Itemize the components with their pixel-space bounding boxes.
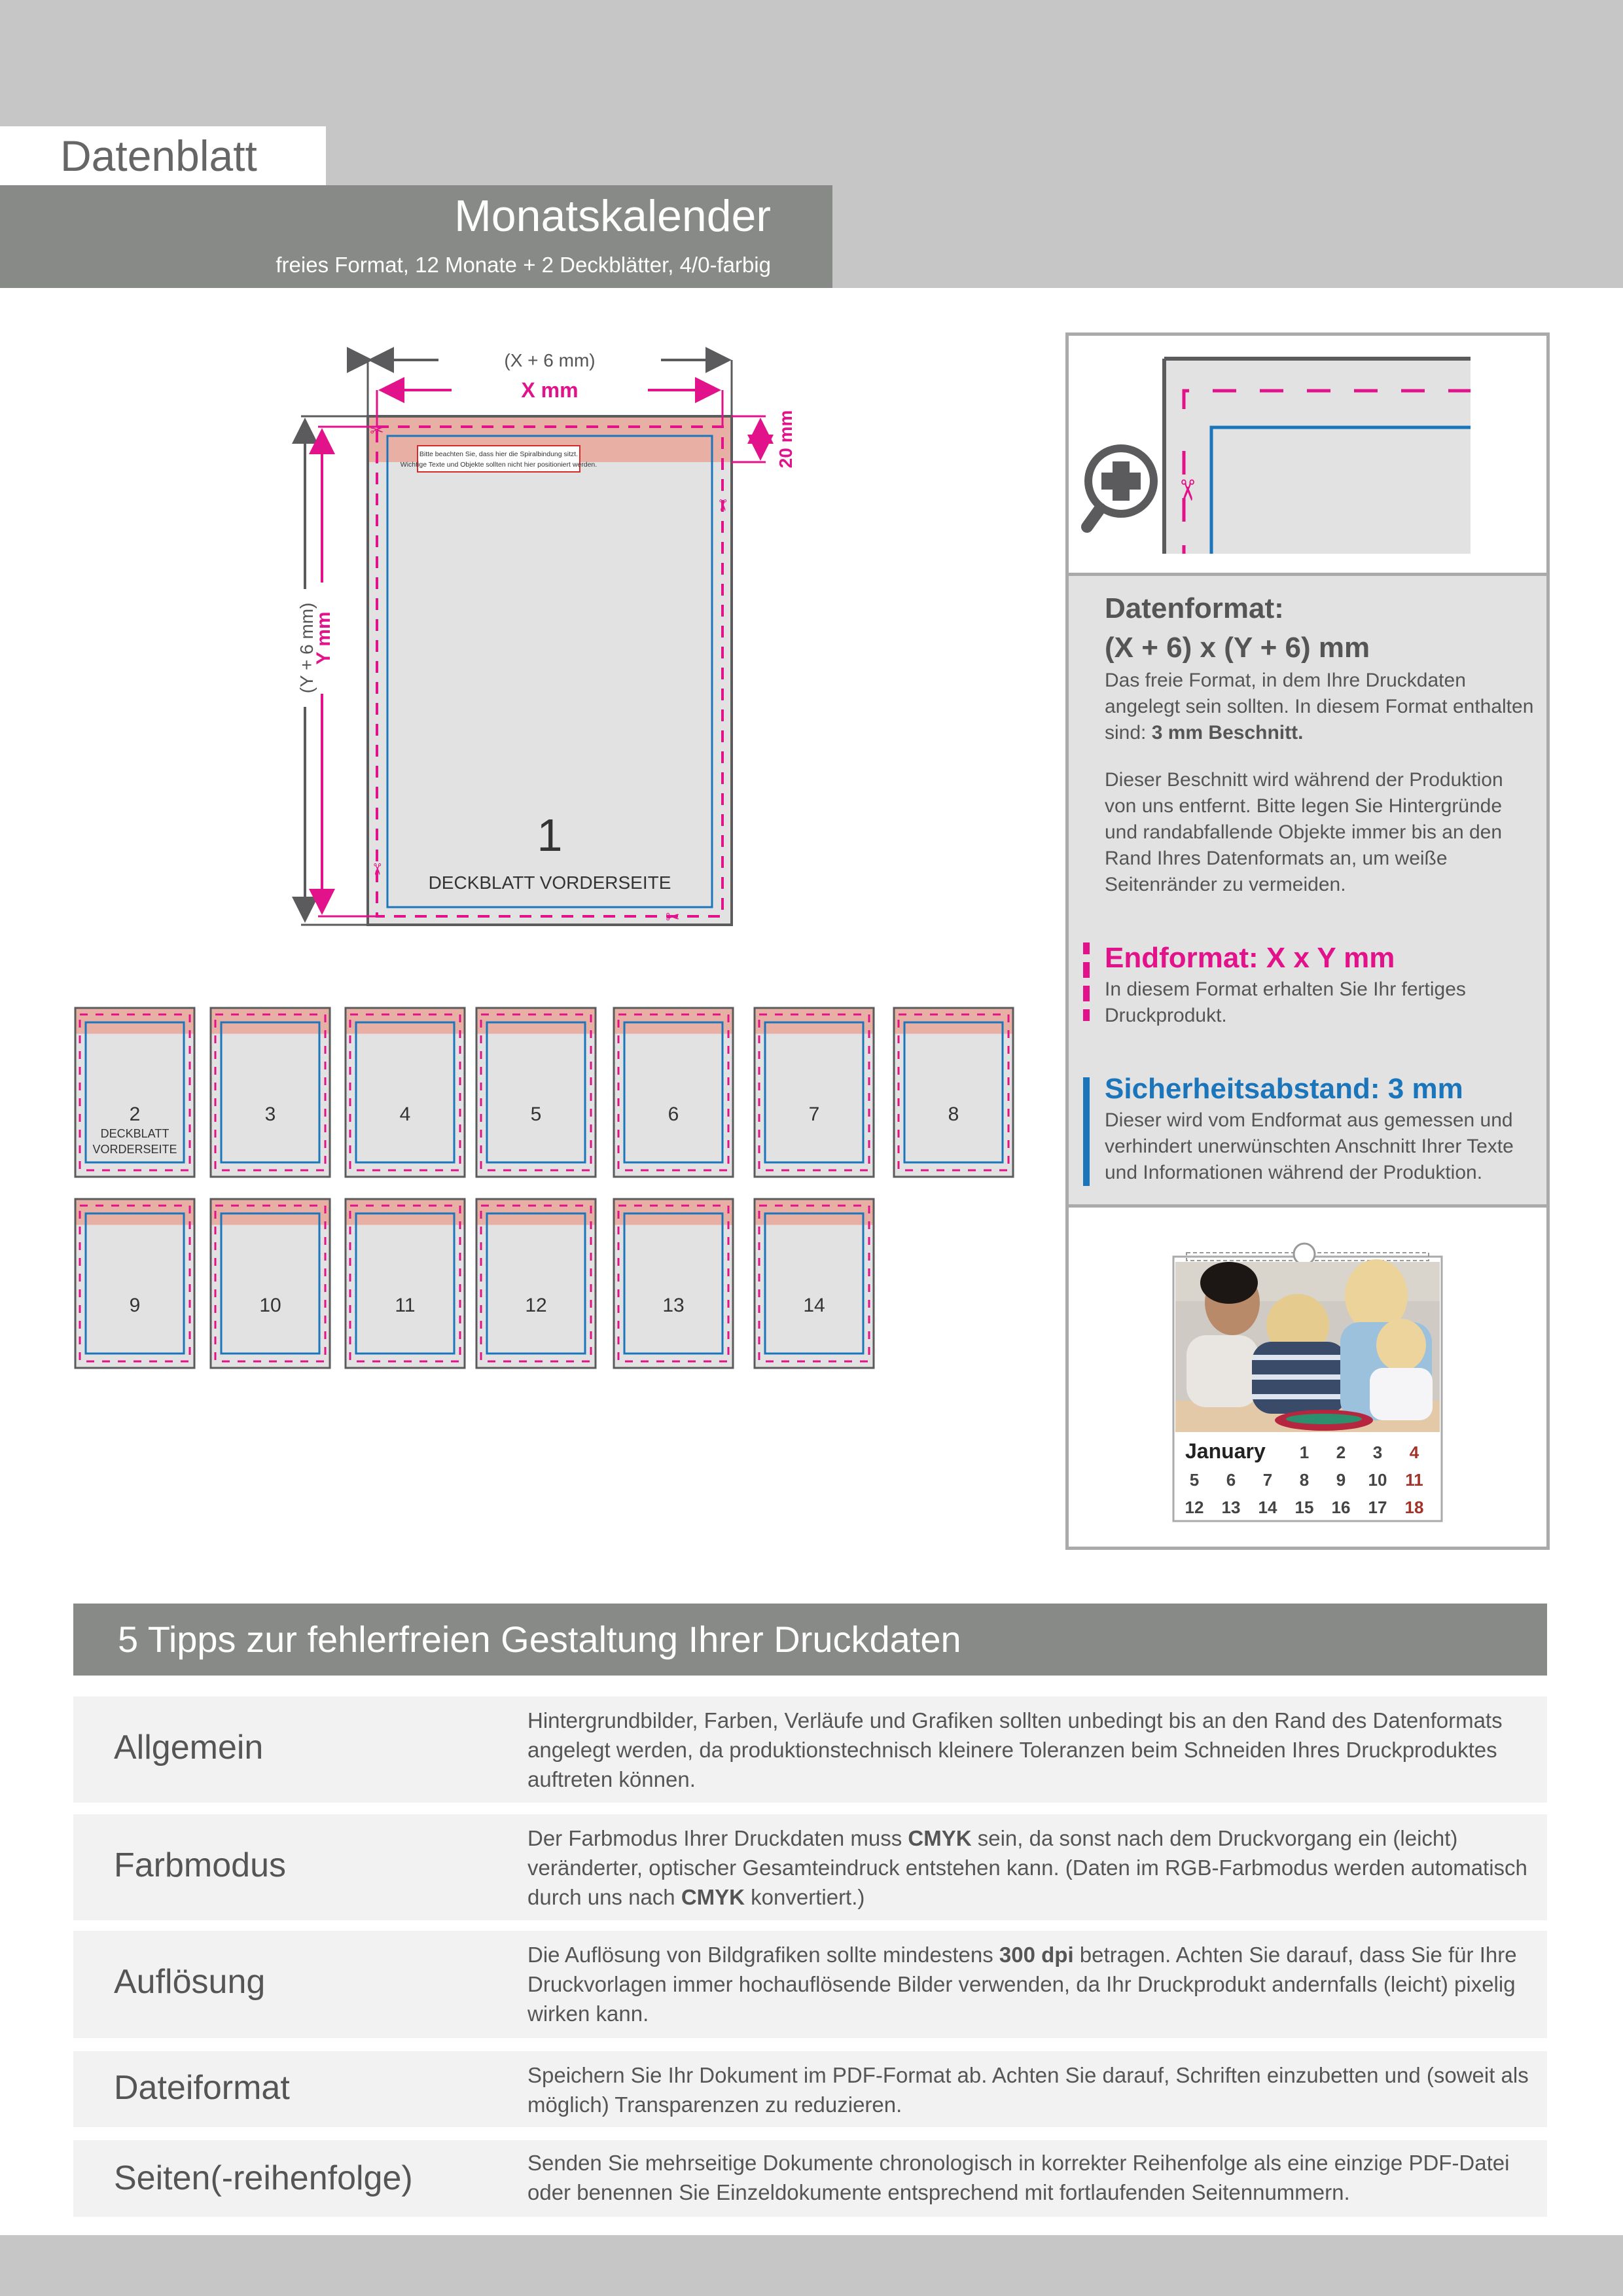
endformat-marker: [1083, 942, 1090, 954]
tip-row-aufloesung: [73, 1931, 1547, 2038]
thumbnail-number: 4: [399, 1103, 411, 1125]
tip-row-seitenreihenfolge: [73, 2140, 1547, 2217]
family-photo: [1175, 1259, 1440, 1432]
scissors-icon: ✂: [713, 498, 731, 512]
calendar-day: 18: [1404, 1498, 1424, 1517]
calendar-day: 10: [1368, 1470, 1387, 1490]
product-subtitle: freies Format, 12 Monate + 2 Deckblätter, 4/0-farbig: [276, 253, 771, 277]
binding-notice-line2: Wichtige Texte und Objekte sollten nicht hier positioniert werden.: [400, 461, 597, 469]
page-thumbnail: [211, 1008, 330, 1177]
scissors-icon: ✂: [666, 907, 680, 927]
tip-row-farbmodus: [73, 1814, 1547, 1920]
zoom-detail: [1069, 336, 1546, 573]
tip-row-dateiformat: [73, 2051, 1547, 2127]
page-thumbnail: [476, 1008, 596, 1177]
tip-label: Allgemein: [114, 1729, 264, 1767]
thumbnail-number: 9: [129, 1295, 141, 1316]
endformat-text: In diesem Format erhalten Sie Ihr fertiges Druckprodukt.: [1105, 978, 1466, 1026]
format-info: [1069, 573, 1546, 1208]
inner-height-label: Y mm: [313, 611, 334, 665]
sicherheitsabstand-text: Dieser wird vom Endformat aus gemessen und verhindert unerwünschten Anschnitt Ihrer Texte und Informationen während der Produktion.: [1105, 1109, 1514, 1183]
doc-type-title: Datenblatt: [60, 132, 257, 180]
tip-row-allgemein: [73, 1696, 1547, 1803]
endformat-marker: [1083, 1009, 1090, 1021]
page-thumbnail: [614, 1008, 733, 1177]
binding-height-label: 20 mm: [776, 410, 796, 469]
page-thumbnail: [346, 1008, 465, 1177]
thumbnail-caption: VORDERSEITE: [92, 1143, 177, 1156]
datenformat-title: Datenformat:: [1105, 592, 1284, 624]
calendar-day: 8: [1299, 1470, 1310, 1490]
footer-band: [0, 2235, 1623, 2296]
tips-title: 5 Tipps zur fehlerfreien Gestaltung Ihrer Druckdaten: [118, 1619, 961, 1660]
page-thumbnail: [75, 1008, 194, 1177]
tip-text: Der Farbmodus Ihrer Druckdaten muss CMYK sein, da sonst nach dem Druckvorgang ein (leicht) veränderter, optischer Gesamteindruck entstehen kann. (Daten im RGB-Farbmodus werden automatisch durch uns nach CMYK konvertiert.): [527, 1826, 1527, 1909]
page-thumbnail: [211, 1199, 330, 1368]
tip-label: Auflösung: [114, 1963, 266, 2001]
product-title: Monatskalender: [454, 191, 771, 241]
scissors-icon: ✂: [1171, 478, 1203, 503]
thumbnail-number: 5: [530, 1103, 542, 1125]
inner-width-label: X mm: [521, 378, 579, 402]
thumbnail-number: 3: [264, 1103, 276, 1125]
calendar-day: 11: [1405, 1470, 1423, 1490]
calendar-day: 15: [1294, 1498, 1314, 1517]
calendar-preview: [1069, 1204, 1546, 1547]
tip-text: Speichern Sie Ihr Dokument im PDF-Format ab. Achten Sie darauf, Schriften einzubetten und (soweit als möglich) Transparenzen zu reduzieren.: [527, 2063, 1529, 2117]
calendar-day: 3: [1372, 1443, 1383, 1462]
tip-text: Senden Sie mehrseitige Dokumente chronologisch in korrekter Reihenfolge als eine einzige PDF-Datei oder benennen Sie Einzeldokumente entsprechend mit fortlaufenden Seitennummern.: [527, 2151, 1510, 2204]
endformat-marker: [1083, 986, 1090, 1001]
page-layout-diagram: [275, 327, 825, 942]
info-panel: [1065, 332, 1550, 1550]
datenformat-text: Das freie Format, in dem Ihre Druckdaten angelegt sein sollten. In diesem Format enthalten sind: 3 mm Beschnitt.: [1105, 670, 1534, 744]
calendar-day: 6: [1226, 1470, 1236, 1490]
corner-sheet: [1163, 359, 1471, 554]
calendar-month: January: [1185, 1439, 1266, 1463]
thumbnail-number: 11: [395, 1295, 416, 1316]
tip-label: Seiten(-reihenfolge): [114, 2159, 413, 2197]
outer-height-label: (Y + 6 mm): [296, 602, 317, 694]
scissors-icon: ✂: [370, 420, 384, 440]
sicherheitsabstand-title: Sicherheitsabstand: 3 mm: [1105, 1073, 1463, 1105]
magnifier-plus-icon: [1087, 448, 1154, 527]
calendar-day: 2: [1336, 1443, 1346, 1462]
tip-label: Dateiformat: [114, 2069, 290, 2107]
calendar-day: 9: [1336, 1470, 1346, 1490]
page-thumbnail: [755, 1199, 874, 1368]
thumbnail-number: 13: [662, 1295, 685, 1316]
datenformat-formula: (X + 6) x (Y + 6) mm: [1105, 632, 1370, 664]
calendar-day: 13: [1221, 1498, 1241, 1517]
tip-text: Die Auflösung von Bildgrafiken sollte mindestens 300 dpi betragen. Achten Sie darauf, dass Sie für Ihre Druckvorlagen immer hochauflösende Bilder verwenden, da Ihr Druckprodukt andernfalls (leicht) pixelig wirken kann.: [527, 1943, 1517, 2026]
thumbnail-caption: DECKBLATT: [100, 1127, 169, 1140]
page-caption: DECKBLATT VORDERSEITE: [428, 872, 671, 893]
outer-width-label: (X + 6 mm): [504, 350, 596, 370]
thumbnail-number: 10: [259, 1295, 281, 1316]
calendar-day: 14: [1258, 1498, 1277, 1517]
calendar-day: 16: [1331, 1498, 1351, 1517]
page-thumbnail: [614, 1199, 733, 1368]
beschnitt-text: Dieser Beschnitt wird während der Produktion von uns entfernt. Bitte legen Sie Hintergründe und randabfallende Objekte immer bis an den Rand Ihres Datenformats an, um weiße Seitenränder zu vermeiden.: [1105, 769, 1503, 895]
tip-text: Hintergrundbilder, Farben, Verläufe und Grafiken sollten unbedingt bis an den Rand des Datenformats angelegt werden, da produktionstechnisch kleinere Toleranzen beim Schneiden Ihres Druckproduktes auftreten können.: [527, 1708, 1503, 1791]
calendar-day: 1: [1299, 1443, 1310, 1462]
calendar-day: 12: [1185, 1498, 1204, 1517]
safety-marker: [1083, 1077, 1090, 1186]
page-thumbnail: [75, 1199, 194, 1368]
page-thumbnail: [476, 1199, 596, 1368]
calendar-day: 4: [1409, 1443, 1419, 1462]
calendar-day: 5: [1189, 1470, 1200, 1490]
page-thumbnails: [65, 995, 1034, 1388]
thumbnail-number: 8: [948, 1103, 959, 1125]
thumbnail-number: 2: [129, 1103, 141, 1125]
page-thumbnail: [346, 1199, 465, 1368]
thumbnail-number: 6: [668, 1103, 679, 1125]
thumbnail-number: 7: [808, 1103, 820, 1125]
calendar-day: 7: [1262, 1470, 1273, 1490]
binding-notice-line1: Bitte beachten Sie, dass hier die Spiralbindung sitzt.: [419, 450, 579, 458]
tip-label: Farbmodus: [114, 1846, 286, 1884]
endformat-title: Endformat: X x Y mm: [1105, 942, 1395, 974]
page-thumbnail: [894, 1008, 1013, 1177]
endformat-marker: [1083, 962, 1090, 978]
thumbnail-number: 14: [803, 1295, 825, 1316]
scissors-icon: ✂: [368, 862, 385, 876]
calendar-day: 17: [1368, 1498, 1387, 1517]
page-thumbnail: [755, 1008, 874, 1177]
page-number: 1: [537, 810, 563, 861]
thumbnail-number: 12: [525, 1295, 547, 1316]
